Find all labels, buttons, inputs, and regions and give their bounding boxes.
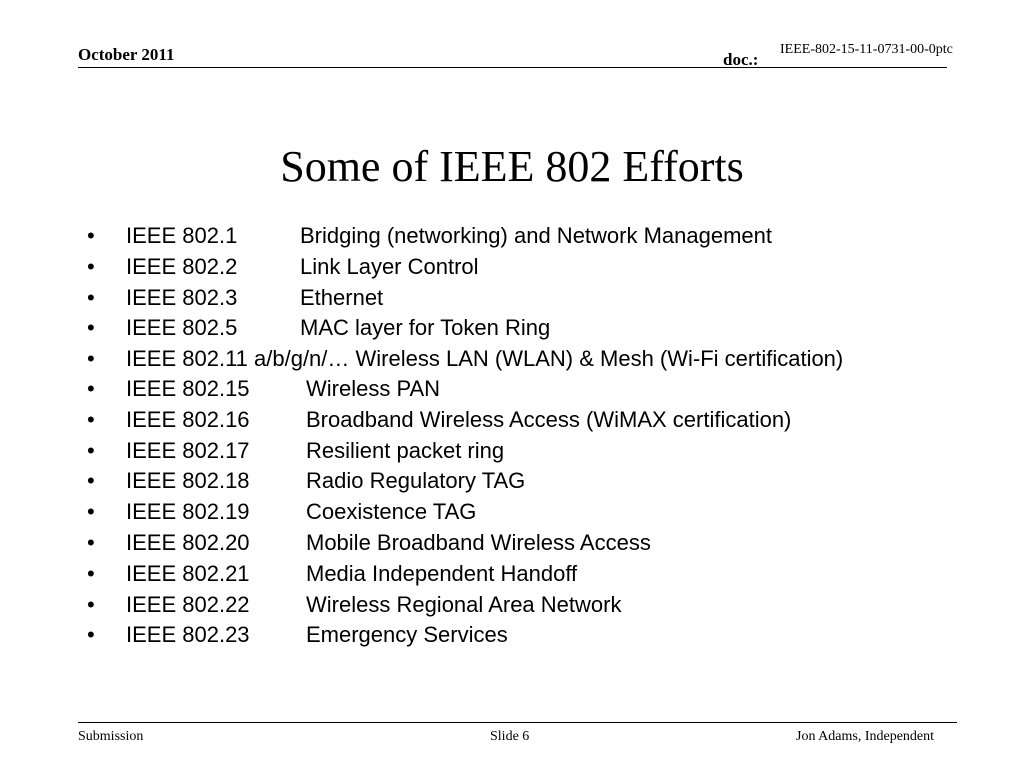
standard-number: IEEE 802.18 bbox=[126, 468, 250, 494]
bullet-icon: • bbox=[87, 253, 95, 279]
standard-description: Coexistence TAG bbox=[306, 499, 477, 525]
standard-number: IEEE 802.21 bbox=[126, 560, 250, 586]
list-item bbox=[85, 316, 945, 340]
bullet-icon: • bbox=[87, 591, 95, 617]
list-item bbox=[85, 531, 945, 555]
footer-submission: Submission bbox=[78, 729, 144, 744]
standard-description: Broadband Wireless Access (WiMAX certification) bbox=[306, 406, 792, 432]
bullet-icon: • bbox=[87, 437, 95, 463]
list-item bbox=[85, 286, 945, 310]
bullet-icon: • bbox=[87, 622, 95, 648]
list-item bbox=[85, 439, 945, 463]
list-item bbox=[85, 224, 945, 248]
bullet-icon: • bbox=[87, 346, 95, 372]
header-date: October 2011 bbox=[78, 45, 175, 64]
standard-number: IEEE 802.22 bbox=[126, 591, 250, 617]
footer-rule bbox=[78, 722, 957, 723]
standard-description: Ethernet bbox=[300, 284, 384, 310]
standard-number: IEEE 802.1 bbox=[126, 223, 238, 248]
standard-description: Wireless PAN bbox=[306, 375, 441, 401]
standard-description: Radio Regulatory TAG bbox=[306, 468, 526, 494]
bullet-icon: • bbox=[87, 406, 95, 432]
standard-description: Link Layer Control bbox=[300, 253, 479, 279]
list-item bbox=[85, 377, 945, 401]
list-item bbox=[85, 562, 945, 586]
standard-number: IEEE 802.2 bbox=[126, 253, 238, 279]
bullet-icon: • bbox=[87, 284, 95, 310]
bullet-icon: • bbox=[87, 223, 95, 248]
header-doc-id: IEEE-802-15-11-0731-00-0ptc bbox=[780, 42, 953, 57]
header-rule bbox=[78, 67, 947, 68]
bullet-icon: • bbox=[87, 499, 95, 525]
bullet-icon: • bbox=[87, 529, 95, 555]
header-doc-label: doc.: bbox=[723, 50, 759, 69]
standard-number: IEEE 802.11 a/b/g/n/… bbox=[126, 346, 350, 372]
standard-description: Bridging (networking) and Network Management bbox=[300, 223, 773, 248]
standard-description: Wireless Regional Area Network bbox=[306, 591, 622, 617]
list-item bbox=[85, 408, 945, 432]
standard-description: Wireless LAN (WLAN) & Mesh (Wi-Fi certification) bbox=[355, 346, 844, 372]
bullet-icon: • bbox=[87, 315, 95, 341]
list-item bbox=[85, 469, 945, 493]
list-item bbox=[85, 623, 945, 647]
standard-number: IEEE 802.16 bbox=[126, 406, 250, 432]
list-item bbox=[85, 255, 945, 279]
standard-number: IEEE 802.20 bbox=[126, 529, 250, 555]
list-item bbox=[85, 500, 945, 524]
standard-number: IEEE 802.3 bbox=[126, 284, 238, 310]
standard-number: IEEE 802.19 bbox=[126, 499, 250, 525]
standard-description: Mobile Broadband Wireless Access bbox=[306, 529, 651, 555]
standard-number: IEEE 802.17 bbox=[126, 437, 250, 463]
footer-slide-number: Slide 6 bbox=[490, 729, 530, 744]
standard-number: IEEE 802.15 bbox=[126, 375, 250, 401]
footer-author: Jon Adams, Independent bbox=[796, 729, 935, 744]
slide-title: Some of IEEE 802 Efforts bbox=[280, 142, 744, 192]
list-item bbox=[85, 347, 945, 370]
bullet-list bbox=[85, 224, 945, 654]
bullet-icon: • bbox=[87, 468, 95, 494]
standard-number: IEEE 802.23 bbox=[126, 622, 250, 648]
standard-description: Media Independent Handoff bbox=[306, 560, 578, 586]
bullet-icon: • bbox=[87, 375, 95, 401]
standard-number: IEEE 802.5 bbox=[126, 315, 238, 341]
standard-description: Emergency Services bbox=[306, 622, 508, 648]
standard-description: Resilient packet ring bbox=[306, 437, 505, 463]
bullet-icon: • bbox=[87, 560, 95, 586]
standard-description: MAC layer for Token Ring bbox=[300, 315, 551, 341]
list-item bbox=[85, 593, 945, 617]
